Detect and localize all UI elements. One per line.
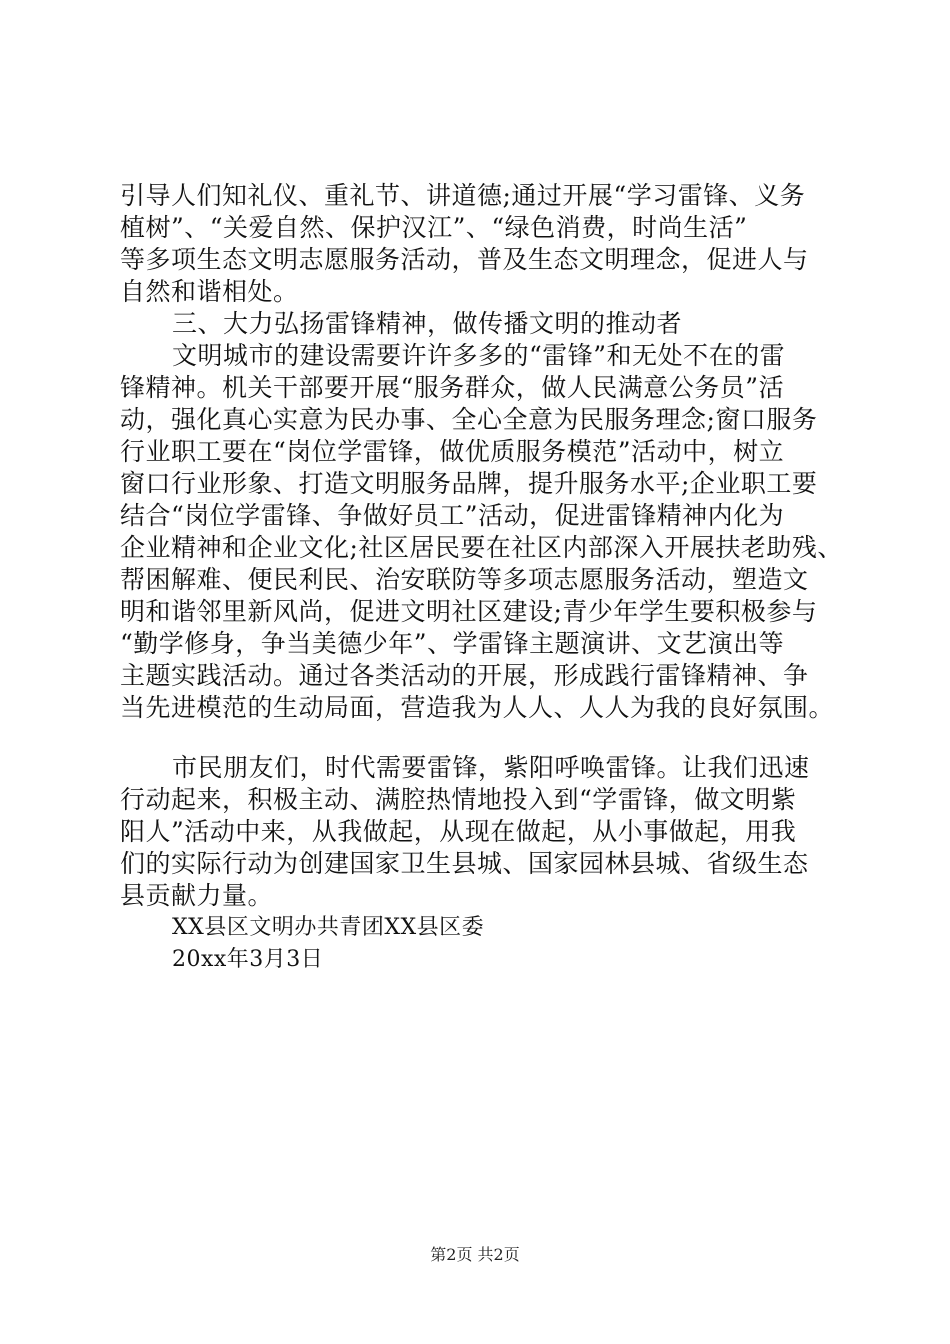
paragraph-line: 植树”、“关爱自然、保护汉江”、“绿色消费，时尚生活”: [120, 213, 748, 242]
section-heading: 三、大力弘扬雷锋精神，做传播文明的推动者: [172, 309, 683, 338]
paragraph-line: 锋精神。机关干部要开展“服务群众，做人民满意公务员”活: [120, 373, 785, 402]
paragraph-line: 自然和谐相处。: [120, 277, 299, 306]
paragraph-line: 帮困解难、便民利民、治安联防等多项志愿服务活动，塑造文: [120, 565, 809, 594]
paragraph-line: 阳人”活动中来，从我做起，从现在做起，从小事做起，用我: [120, 817, 797, 846]
paragraph-line: 当先进模范的生动局面，营造我为人人、人人为我的良好氛围。: [120, 693, 835, 722]
paragraph-line: 动，强化真心实意为民办事、全心全意为民服务理念;窗口服务: [120, 405, 818, 434]
paragraph-line: “勤学修身，争当美德少年”、学雷锋主题演讲、文艺演出等: [120, 629, 785, 658]
paragraph-line: 引导人们知礼仪、重礼节、讲道德;通过开展“学习雷锋、义务: [120, 181, 806, 210]
page-number: 第2页 共2页: [430, 1245, 520, 1264]
paragraph-line: 县贡献力量。: [120, 881, 274, 910]
paragraph-line: 们的实际行动为创建国家卫生县城、国家园林县城、省级生态: [120, 849, 809, 878]
paragraph-line: 市民朋友们，时代需要雷锋，紫阳呼唤雷锋。让我们迅速: [172, 753, 810, 782]
paragraph-line: 文明城市的建设需要许许多多的“雷锋”和无处不在的雷: [172, 341, 786, 370]
paragraph-line: 企业精神和企业文化;社区居民要在社区内部深入开展扶老助残、: [120, 533, 843, 562]
paragraph-line: 结合“岗位学雷锋、争做好员工”活动，促进雷锋精神内化为: [120, 501, 785, 530]
paragraph-line: 明和谐邻里新风尚，促进文明社区建设;青少年学生要积极参与: [120, 597, 818, 626]
paragraph-line: 等多项生态文明志愿服务活动，普及生态文明理念，促进人与: [120, 245, 809, 274]
signature-date: 20xx年3月3日: [172, 947, 324, 972]
paragraph-line: 主题实践活动。通过各类活动的开展，形成践行雷锋精神、争: [120, 661, 809, 690]
paragraph-line: 窗口行业形象、打造文明服务品牌，提升服务水平;企业职工要: [120, 469, 818, 498]
paragraph-line: 行业职工要在“岗位学雷锋，做优质服务模范”活动中，树立: [120, 437, 785, 466]
paragraph-line: 行动起来，积极主动、满腔热情地投入到“学雷锋，做文明紫: [120, 785, 797, 814]
signature-organization: XX县区文明办共青团XX县区委: [172, 915, 485, 940]
